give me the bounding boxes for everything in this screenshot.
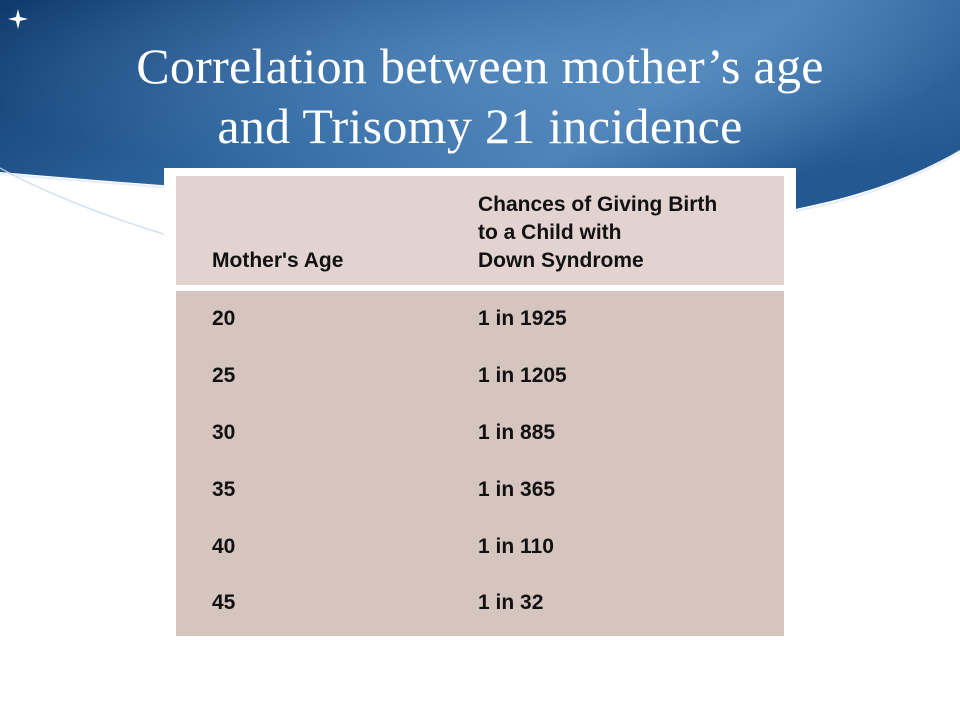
table-row-age: 20 xyxy=(212,307,236,330)
table-body xyxy=(176,291,784,636)
header-chances-line-2: to a Child with xyxy=(478,221,622,244)
table-row-chance: 1 in 1205 xyxy=(478,364,567,387)
table-row-age: 25 xyxy=(212,364,236,387)
table-row-chance: 1 in 110 xyxy=(478,535,554,558)
header-chances-line-1: Chances of Giving Birth xyxy=(478,193,718,216)
table-row-chance: 1 in 365 xyxy=(478,478,556,501)
header-mothers-age: Mother's Age xyxy=(212,249,344,272)
table-row-chance: 1 in 1925 xyxy=(478,307,567,330)
title-line-2: and Trisomy 21 incidence xyxy=(217,98,743,154)
header-chances-line-3: Down Syndrome xyxy=(478,249,644,272)
table-row-age: 35 xyxy=(212,478,236,501)
table-row-age: 30 xyxy=(212,421,236,444)
risk-table xyxy=(164,168,796,644)
table-row-chance: 1 in 32 xyxy=(478,591,544,614)
slide-title xyxy=(30,36,930,156)
table-header xyxy=(176,176,784,285)
table-row-chance: 1 in 885 xyxy=(478,421,556,444)
four-point-star-icon xyxy=(8,9,28,29)
table-row-age: 40 xyxy=(212,535,236,558)
header-chances xyxy=(478,191,778,275)
title-line-1: Correlation between mother’s age xyxy=(136,38,824,94)
table-row-age: 45 xyxy=(212,591,236,614)
